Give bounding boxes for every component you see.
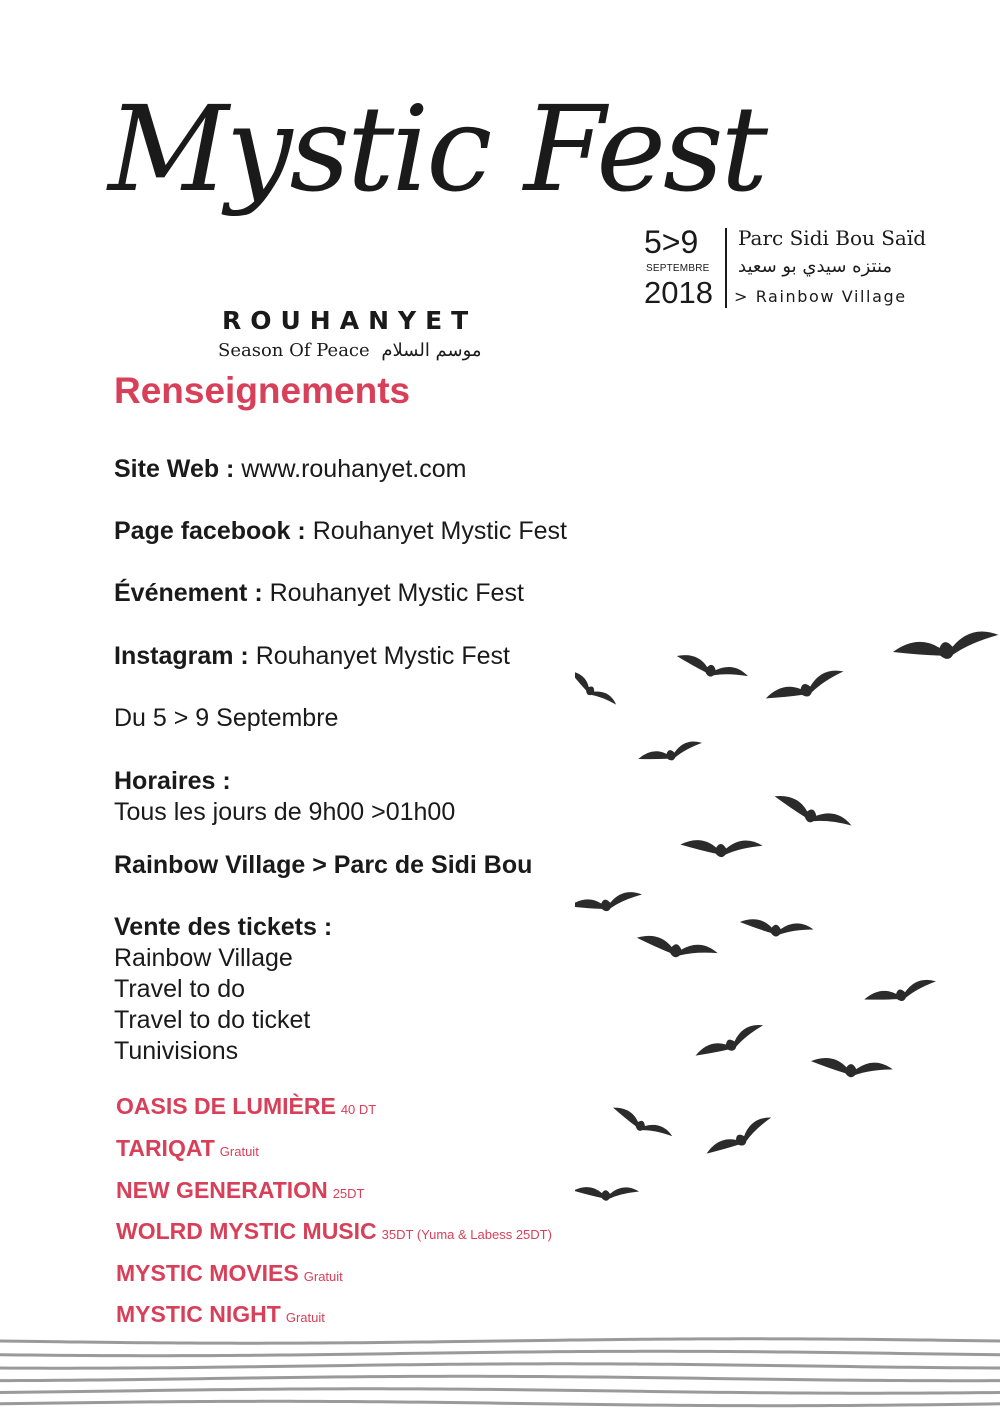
- bird-icon: [771, 787, 853, 839]
- event-label: Événement :: [114, 579, 263, 607]
- price-name: OASIS DE LUMIÈRE: [116, 1093, 336, 1119]
- bird-icon: [609, 1101, 673, 1147]
- bird-icon: [809, 1051, 893, 1084]
- price-name: MYSTIC NIGHT: [116, 1301, 281, 1327]
- tickets-block: [114, 912, 332, 1067]
- birds-illustration: [575, 620, 1000, 1220]
- instagram-label: Instagram :: [114, 642, 249, 670]
- bird-icon: [575, 891, 643, 914]
- price-value: 25DT: [332, 1186, 365, 1201]
- date-year: 2018: [644, 275, 713, 310]
- hours-label: Horaires :: [114, 767, 231, 795]
- logo-tagline-en: Season Of Peace: [218, 340, 370, 361]
- date-month: SEPTEMBRE: [646, 263, 710, 274]
- wave-line: [0, 1376, 1000, 1380]
- wave-line: [0, 1401, 1000, 1405]
- price-item: [116, 1303, 325, 1326]
- event-value[interactable]: Rouhanyet Mystic Fest: [269, 579, 524, 607]
- instagram-line: [114, 641, 510, 672]
- site-web-line: [114, 454, 466, 485]
- wave-line: [0, 1351, 1000, 1355]
- location-value: Rainbow Village > Parc de Sidi Bou: [114, 851, 533, 879]
- bird-flock: [575, 630, 1000, 1204]
- bird-icon: [763, 668, 847, 707]
- date-venue-block: [644, 226, 944, 316]
- logo-script-title: Mystic Fest: [108, 80, 766, 218]
- bird-icon: [892, 630, 1000, 664]
- bird-icon: [575, 666, 618, 713]
- venue-name: Parc Sidi Bou Saïd: [738, 226, 927, 250]
- hours-block: [114, 766, 455, 828]
- bird-icon: [635, 928, 719, 967]
- bird-icon: [863, 978, 939, 1008]
- instagram-value[interactable]: Rouhanyet Mystic Fest: [255, 642, 510, 670]
- wave-line: [0, 1364, 1000, 1368]
- hours-value: Tous les jours de 9h00 >01h00: [114, 798, 456, 826]
- facebook-line: [114, 516, 567, 547]
- wave-lines-decoration: [0, 1335, 1000, 1414]
- wave-line: [0, 1389, 1000, 1393]
- date-divider: [725, 228, 727, 308]
- wave-group: [0, 1339, 1000, 1406]
- price-name: MYSTIC MOVIES: [116, 1260, 299, 1286]
- bird-icon: [680, 835, 763, 861]
- ticket-point: Tunivisions: [114, 1037, 239, 1065]
- dates-line: Du 5 > 9 Septembre: [114, 704, 339, 732]
- bird-icon: [637, 740, 704, 766]
- logo-tagline-ar: موسم السلام: [381, 340, 482, 361]
- price-item: [116, 1137, 259, 1160]
- price-name: TARIQAT: [116, 1135, 215, 1161]
- bird-icon: [575, 1183, 639, 1204]
- site-web-label: Site Web :: [114, 455, 235, 483]
- price-value: 40 DT: [340, 1102, 377, 1117]
- price-item: [116, 1179, 364, 1202]
- price-name: WOLRD MYSTIC MUSIC: [116, 1218, 377, 1244]
- logo-subtitle: ROUHANYET: [222, 306, 478, 335]
- facebook-value[interactable]: Rouhanyet Mystic Fest: [312, 517, 567, 545]
- venue-village: > Rainbow Village: [734, 287, 907, 306]
- wave-line: [0, 1339, 1000, 1343]
- price-item: [116, 1262, 343, 1285]
- tickets-label: Vente des tickets :: [114, 913, 333, 941]
- price-value: Gratuit: [285, 1310, 325, 1325]
- bird-icon: [738, 913, 814, 943]
- bird-icon: [674, 648, 749, 689]
- date-range: 5>9: [644, 224, 699, 260]
- price-value: Gratuit: [303, 1269, 343, 1284]
- venue-name-ar: منتزه سيدي بو سعيد: [738, 256, 893, 277]
- site-web-value[interactable]: www.rouhanyet.com: [241, 455, 467, 483]
- price-item: [116, 1220, 552, 1243]
- bird-icon: [703, 1114, 777, 1161]
- price-value: Gratuit: [219, 1144, 259, 1159]
- bird-icon: [693, 1022, 768, 1063]
- ticket-point: Rainbow Village: [114, 944, 293, 972]
- price-item: [116, 1095, 376, 1118]
- logo-tagline: [218, 342, 482, 360]
- ticket-point: Travel to do ticket: [114, 1006, 311, 1034]
- event-line: [114, 578, 524, 609]
- price-value: 35DT (Yuma & Labess 25DT): [381, 1227, 552, 1242]
- ticket-point: Travel to do: [114, 975, 246, 1003]
- location-line: [114, 850, 532, 881]
- facebook-label: Page facebook :: [114, 517, 306, 545]
- info-heading: Renseignements: [114, 370, 411, 411]
- price-name: NEW GENERATION: [116, 1177, 328, 1203]
